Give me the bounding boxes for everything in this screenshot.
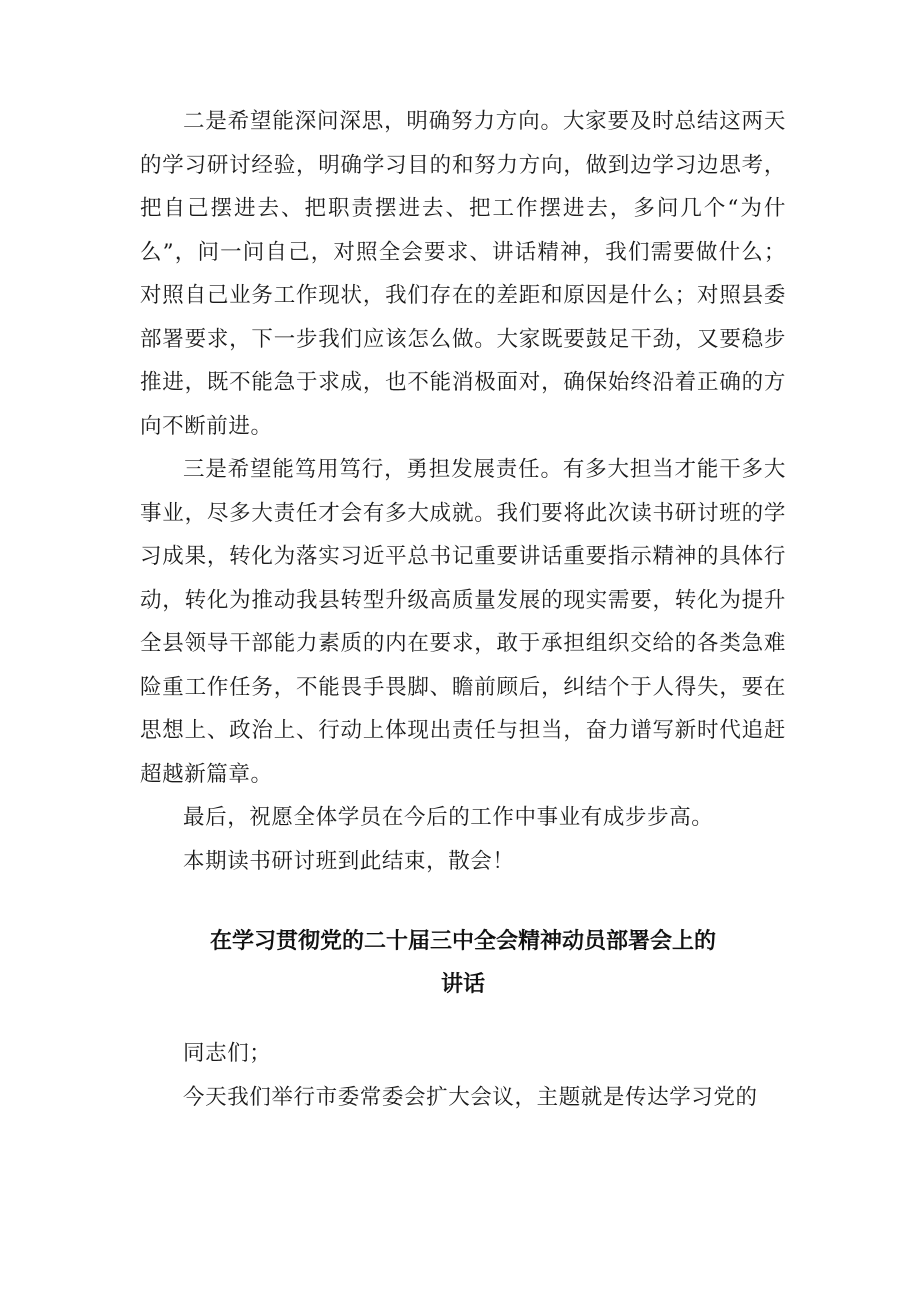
document-page	[140, 100, 786, 1119]
paragraph-opening: 今天我们举行市委常委会扩大会议，主题就是传达学习党的	[183, 1084, 758, 1110]
salutation: 同志们；	[183, 1041, 272, 1066]
speech-title-line-2: 讲话	[440, 972, 485, 997]
speech-title	[140, 920, 786, 1006]
paragraph-dismissal: 本期读书研讨班到此结束，散会！	[183, 848, 515, 874]
paragraph-closing-wish: 最后，祝愿全体学员在今后的工作中事业有成步步高。	[183, 805, 714, 830]
paragraph-second-point: 二是希望能深问深思，明确努力方向。大家要及时总结这两天的学习研讨经验，明确学习目的和努力方向，做到边学习边思考，把自己摆进去、把职责摆进去、把工作摆进去，多问几个“为什么”，问一问自己，对照全会要求、讲话精神，我们需要做什么；对照自己业务工作现状，我们存在的差距和原因是什么；对照县委部署要求，下一步我们应该怎么做。大家既要鼓足干劲，又要稳步推进，既不能急于求成，也不能消极面对，确保始终沿着正确的方向不断前进。	[140, 109, 786, 439]
paragraph-third-point: 三是希望能笃用笃行，勇担发展责任。有多大担当才能干多大事业，尽多大责任才会有多大成就。我们要将此次读书研讨班的学习成果，转化为落实习近平总书记重要讲话重要指示精神的具体行动，转化为推动我县转型升级高质量发展的现实需要，转化为提升全县领导干部能力素质的内在要求，敢于承担组织交给的各类急难险重工作任务，不能畏手畏脚、瞻前顾后，纠结个于人得失，要在思想上、政治上、行动上体现出责任与担当，奋力谱写新时代追赶超越新篇章。	[140, 457, 786, 787]
speech-title-line-1: 在学习贯彻党的二十届三中全会精神动员部署会上的	[209, 929, 716, 954]
